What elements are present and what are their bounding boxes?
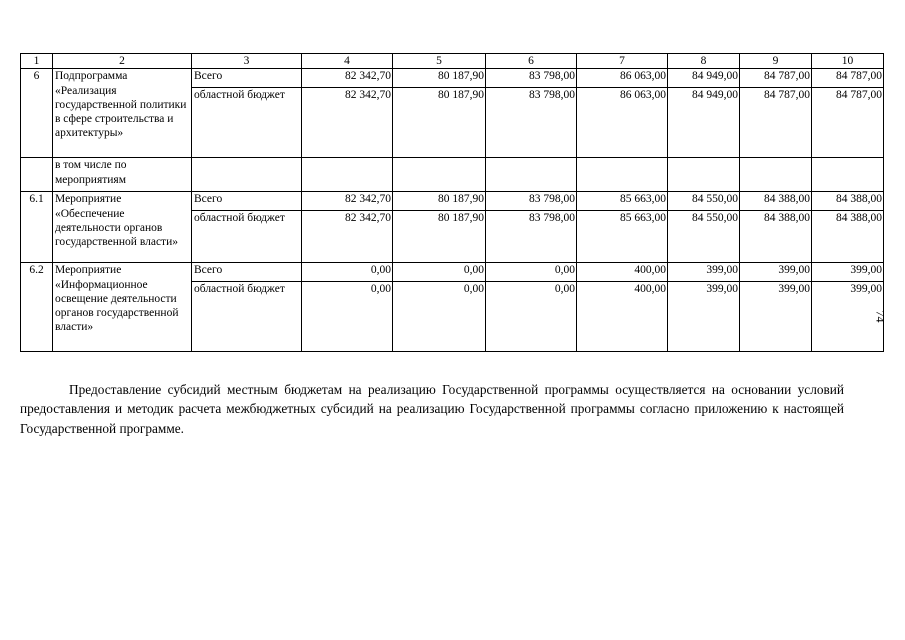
- value-cell: [668, 158, 740, 192]
- value-cell: 84 787,00: [812, 88, 884, 158]
- value-cell: 399,00: [812, 263, 884, 282]
- row-number-cell: 6.2: [21, 263, 53, 352]
- header-cell: 8: [668, 54, 740, 69]
- value-cell: 82 342,70: [302, 88, 393, 158]
- value-cell: 399,00: [740, 282, 812, 352]
- value-cell: 84 388,00: [812, 192, 884, 211]
- value-cell: 84 388,00: [740, 211, 812, 263]
- header-cell: 4: [302, 54, 393, 69]
- row-number-cell: 6: [21, 69, 53, 158]
- value-cell: 80 187,90: [393, 69, 486, 88]
- table-row: [21, 69, 884, 88]
- value-cell: 86 063,00: [577, 69, 668, 88]
- value-cell: 82 342,70: [302, 192, 393, 211]
- header-cell: 10: [812, 54, 884, 69]
- value-cell: 82 342,70: [302, 69, 393, 88]
- header-cell: 7: [577, 54, 668, 69]
- table-row: [21, 192, 884, 211]
- header-cell: 3: [192, 54, 302, 69]
- value-cell: 84 388,00: [812, 211, 884, 263]
- value-cell: 84 949,00: [668, 69, 740, 88]
- value-cell: 0,00: [393, 263, 486, 282]
- value-cell: [812, 158, 884, 192]
- value-cell: [486, 158, 577, 192]
- value-cell: [740, 158, 812, 192]
- budget-table: [20, 53, 884, 352]
- header-cell: 2: [53, 54, 192, 69]
- value-cell: 86 063,00: [577, 88, 668, 158]
- table-row: [21, 263, 884, 282]
- value-cell: 83 798,00: [486, 69, 577, 88]
- table-row: [21, 158, 884, 192]
- row-name-cell: Мероприятие «Обеспечение деятельности органов государственной власти»: [53, 192, 192, 263]
- value-cell: 0,00: [302, 263, 393, 282]
- funding-type-cell: Всего: [192, 263, 302, 282]
- funding-type-cell: областной бюджет: [192, 211, 302, 263]
- table-header-row: [21, 54, 884, 69]
- value-cell: [302, 158, 393, 192]
- row-number-cell: 6.1: [21, 192, 53, 263]
- row-name-cell: Мероприятие «Информационное освещение деятельности органов государственной власти»: [53, 263, 192, 352]
- value-cell: 84 949,00: [668, 88, 740, 158]
- value-cell: 84 787,00: [812, 69, 884, 88]
- funding-type-cell: Всего: [192, 192, 302, 211]
- value-cell: 399,00: [740, 263, 812, 282]
- value-cell: [393, 158, 486, 192]
- value-cell: 83 798,00: [486, 88, 577, 158]
- funding-type-cell: областной бюджет: [192, 282, 302, 352]
- row-name-cell: Подпрограмма «Реализация государственной политики в сфере строительства и архитектуры»: [53, 69, 192, 158]
- value-cell: 85 663,00: [577, 192, 668, 211]
- value-cell: 83 798,00: [486, 211, 577, 263]
- funding-type-cell: областной бюджет: [192, 88, 302, 158]
- value-cell: 0,00: [393, 282, 486, 352]
- value-cell: 400,00: [577, 282, 668, 352]
- row-name-cell: в том числе по мероприятиям: [53, 158, 192, 192]
- value-cell: 84 787,00: [740, 69, 812, 88]
- header-cell: 5: [393, 54, 486, 69]
- value-cell: 84 550,00: [668, 192, 740, 211]
- value-cell: 82 342,70: [302, 211, 393, 263]
- value-cell: 83 798,00: [486, 192, 577, 211]
- value-cell: 80 187,90: [393, 192, 486, 211]
- value-cell: 84 787,00: [740, 88, 812, 158]
- value-cell: 0,00: [486, 282, 577, 352]
- value-cell: 399,00: [812, 282, 884, 352]
- funding-type-cell: Всего: [192, 69, 302, 88]
- value-cell: 80 187,90: [393, 88, 486, 158]
- page-number: 74: [873, 310, 888, 323]
- value-cell: 0,00: [302, 282, 393, 352]
- value-cell: 84 550,00: [668, 211, 740, 263]
- header-cell: 1: [21, 54, 53, 69]
- value-cell: 0,00: [486, 263, 577, 282]
- row-number-cell: [21, 158, 53, 192]
- funding-type-cell: [192, 158, 302, 192]
- footer-paragraph: Предоставление субсидий местным бюджетам на реализацию Государственной программы осуществляется на основании условий предоставления и методик расчета межбюджетных субсидий на реализацию Государственной программы согласно приложению к настоящей Государственной программе.: [20, 382, 844, 436]
- value-cell: 85 663,00: [577, 211, 668, 263]
- value-cell: 399,00: [668, 263, 740, 282]
- header-cell: 6: [486, 54, 577, 69]
- value-cell: 399,00: [668, 282, 740, 352]
- value-cell: 80 187,90: [393, 211, 486, 263]
- value-cell: [577, 158, 668, 192]
- value-cell: 84 388,00: [740, 192, 812, 211]
- value-cell: 400,00: [577, 263, 668, 282]
- header-cell: 9: [740, 54, 812, 69]
